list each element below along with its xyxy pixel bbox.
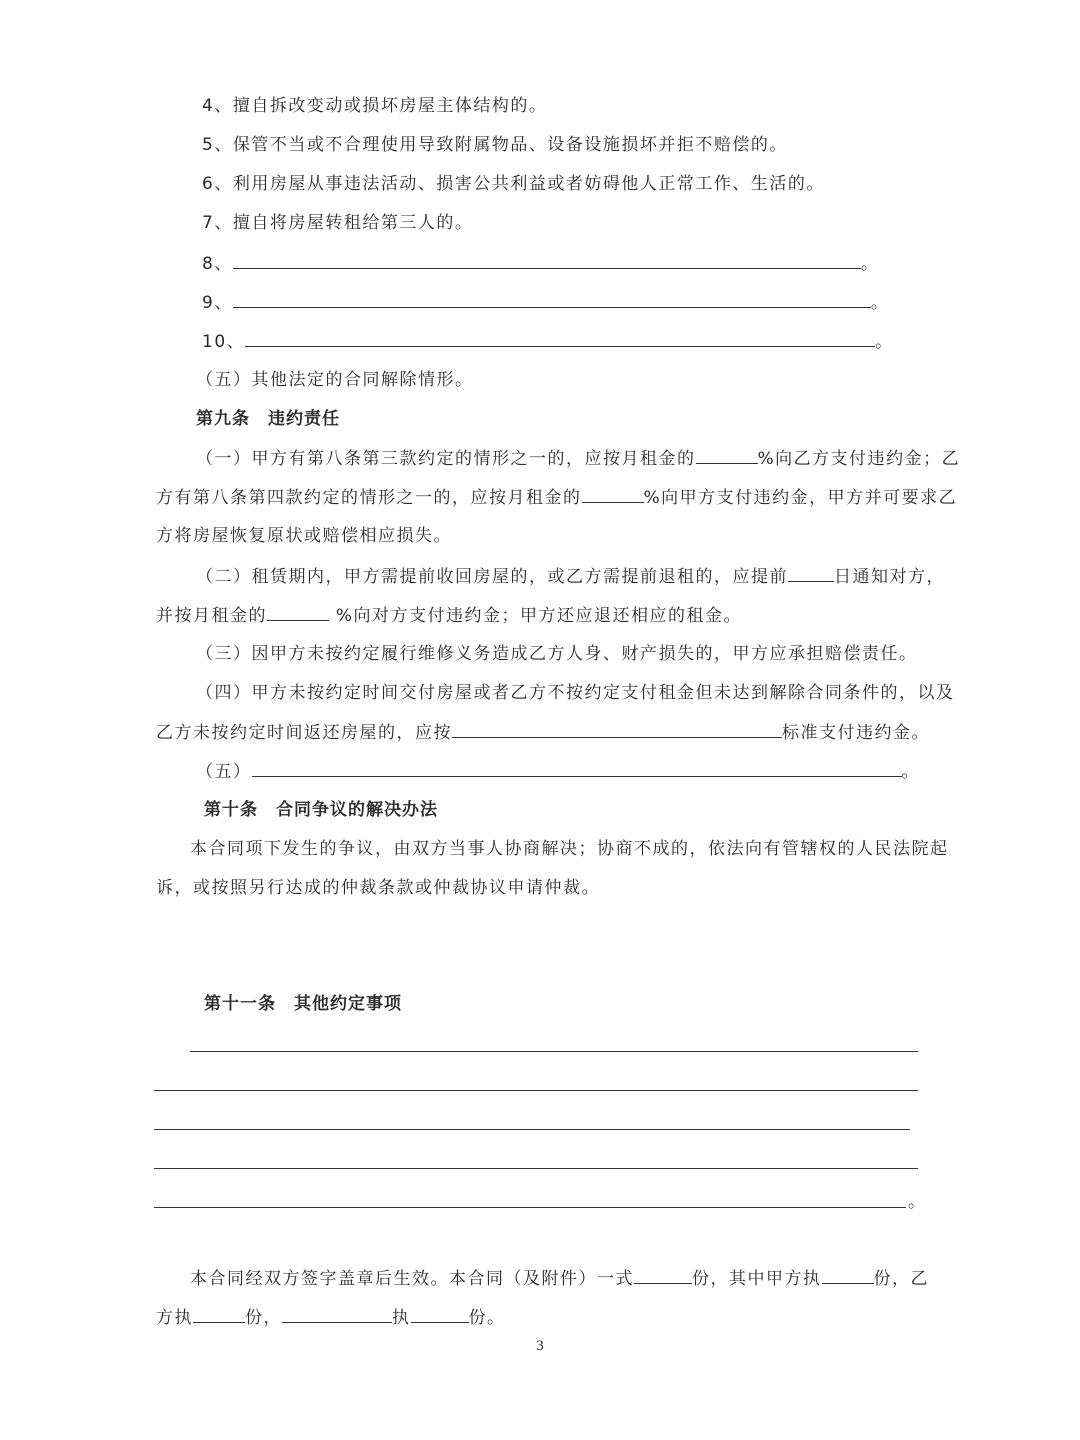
copies-party-b-blank[interactable] (193, 1305, 245, 1323)
text: 日通知对方， (834, 567, 945, 587)
item-9-end: 。 (870, 293, 890, 313)
item-10 (202, 329, 894, 354)
text: 本合同经双方签字盖章后生效。本合同（及附件）一式 (190, 1269, 634, 1289)
text: （一）甲方有第八条第三款约定的情形之一的，应按月租金的 (196, 449, 696, 469)
other-terms-line-5[interactable] (154, 1207, 906, 1208)
item-8 (202, 251, 879, 276)
page-number: 3 (536, 1338, 544, 1354)
item-10-prefix: 10、 (202, 332, 246, 352)
text: %向甲方支付违约金，甲方并可要求乙 (643, 488, 958, 508)
other-terms-line-4[interactable] (154, 1168, 918, 1169)
item-6: 6、利用房屋从事违法活动、损害公共利益或者妨碍他人正常工作、生活的。 (202, 174, 825, 194)
item-9 (202, 290, 889, 315)
article-10-heading: 第十条 合同争议的解决办法 (204, 800, 438, 820)
article-9-p2-line2 (156, 603, 742, 628)
penalty-percent-blank-b[interactable] (582, 485, 644, 503)
article-9-p4-line2 (156, 720, 930, 745)
article-9-p1-line1 (196, 446, 960, 471)
text: 并按月租金的 (156, 606, 267, 626)
article-10-p1-line2: 诉，或按照另行达成的仲裁条款或仲裁协议申请仲裁。 (156, 878, 600, 898)
item-other-termination: （五）其他法定的合同解除情形。 (196, 370, 474, 390)
item-10-end: 。 (875, 332, 894, 352)
other-holder-blank[interactable] (282, 1305, 392, 1323)
article-9-heading: 第九条 违约责任 (196, 409, 340, 429)
text: 份。 (468, 1308, 506, 1328)
text: %向对方支付违约金；甲方还应退还相应的租金。 (329, 606, 743, 626)
text: 方执 (156, 1308, 193, 1328)
other-terms-line-1[interactable] (190, 1051, 918, 1052)
text: %向乙方支付违约金；乙 (757, 449, 961, 469)
closing-line1 (190, 1266, 929, 1291)
text: 乙方未按约定时间返还房屋的，应按 (156, 723, 452, 743)
penalty-percent-blank-a[interactable] (696, 446, 758, 464)
other-terms-line-2[interactable] (154, 1090, 918, 1091)
item-10-blank[interactable] (245, 329, 875, 347)
text: 份，其中甲方执 (692, 1269, 822, 1289)
article-9-p3: （三）因甲方未按约定履行维修义务造成乙方人身、财产损失的，甲方应承担赔偿责任。 (196, 644, 918, 664)
item-8-end: 。 (860, 254, 880, 274)
text: 。 (901, 762, 920, 782)
text: （五） (196, 762, 252, 782)
other-terms-end: 。 (908, 1192, 927, 1212)
item-9-blank[interactable] (233, 290, 871, 308)
copies-party-a-blank[interactable] (822, 1266, 874, 1284)
item-4: 4、擅自拆改变动或损坏房屋主体结构的。 (202, 96, 548, 116)
notice-days-blank[interactable] (788, 564, 834, 582)
penalty-standard-blank[interactable] (452, 720, 782, 738)
article-9-p1-line3: 方将房屋恢复原状或赔偿相应损失。 (156, 526, 452, 546)
text: 份， (245, 1308, 282, 1328)
text: （二）租赁期内，甲方需提前收回房屋的，或乙方需提前退租的，应提前 (196, 567, 788, 587)
text: 标准支付违约金。 (782, 723, 930, 743)
item-8-prefix: 8、 (202, 254, 233, 274)
text: 执 (392, 1308, 411, 1328)
article-9-p5 (196, 759, 920, 784)
article-9-p1-line2 (156, 485, 957, 510)
item-9-prefix: 9、 (202, 293, 233, 313)
copies-total-blank[interactable] (634, 1266, 692, 1284)
article-11-heading: 第十一条 其他约定事项 (204, 994, 402, 1014)
item-5: 5、保管不当或不合理使用导致附属物品、设备设施损坏并拒不赔偿的。 (202, 135, 788, 155)
closing-line2 (156, 1305, 506, 1330)
item-7: 7、擅自将房屋转租给第三人的。 (202, 213, 474, 233)
article-9-p2-line1 (196, 564, 945, 589)
early-termination-percent-blank[interactable] (267, 603, 329, 621)
text: 方有第八条第四款约定的情形之一的，应按月租金的 (156, 488, 582, 508)
article-9-p4-line1: （四）甲方未按约定时间交付房屋或者乙方不按约定支付租金但未达到解除合同条件的，以及 (196, 683, 955, 703)
article-9-p5-blank[interactable] (252, 759, 902, 777)
item-8-blank[interactable] (233, 251, 861, 269)
copies-other-blank[interactable] (411, 1305, 469, 1323)
other-terms-line-3[interactable] (154, 1129, 910, 1130)
article-10-p1-line1: 本合同项下发生的争议，由双方当事人协商解决；协商不成的，依法向有管辖权的人民法院起 (190, 839, 949, 859)
text: 份，乙 (873, 1269, 929, 1289)
